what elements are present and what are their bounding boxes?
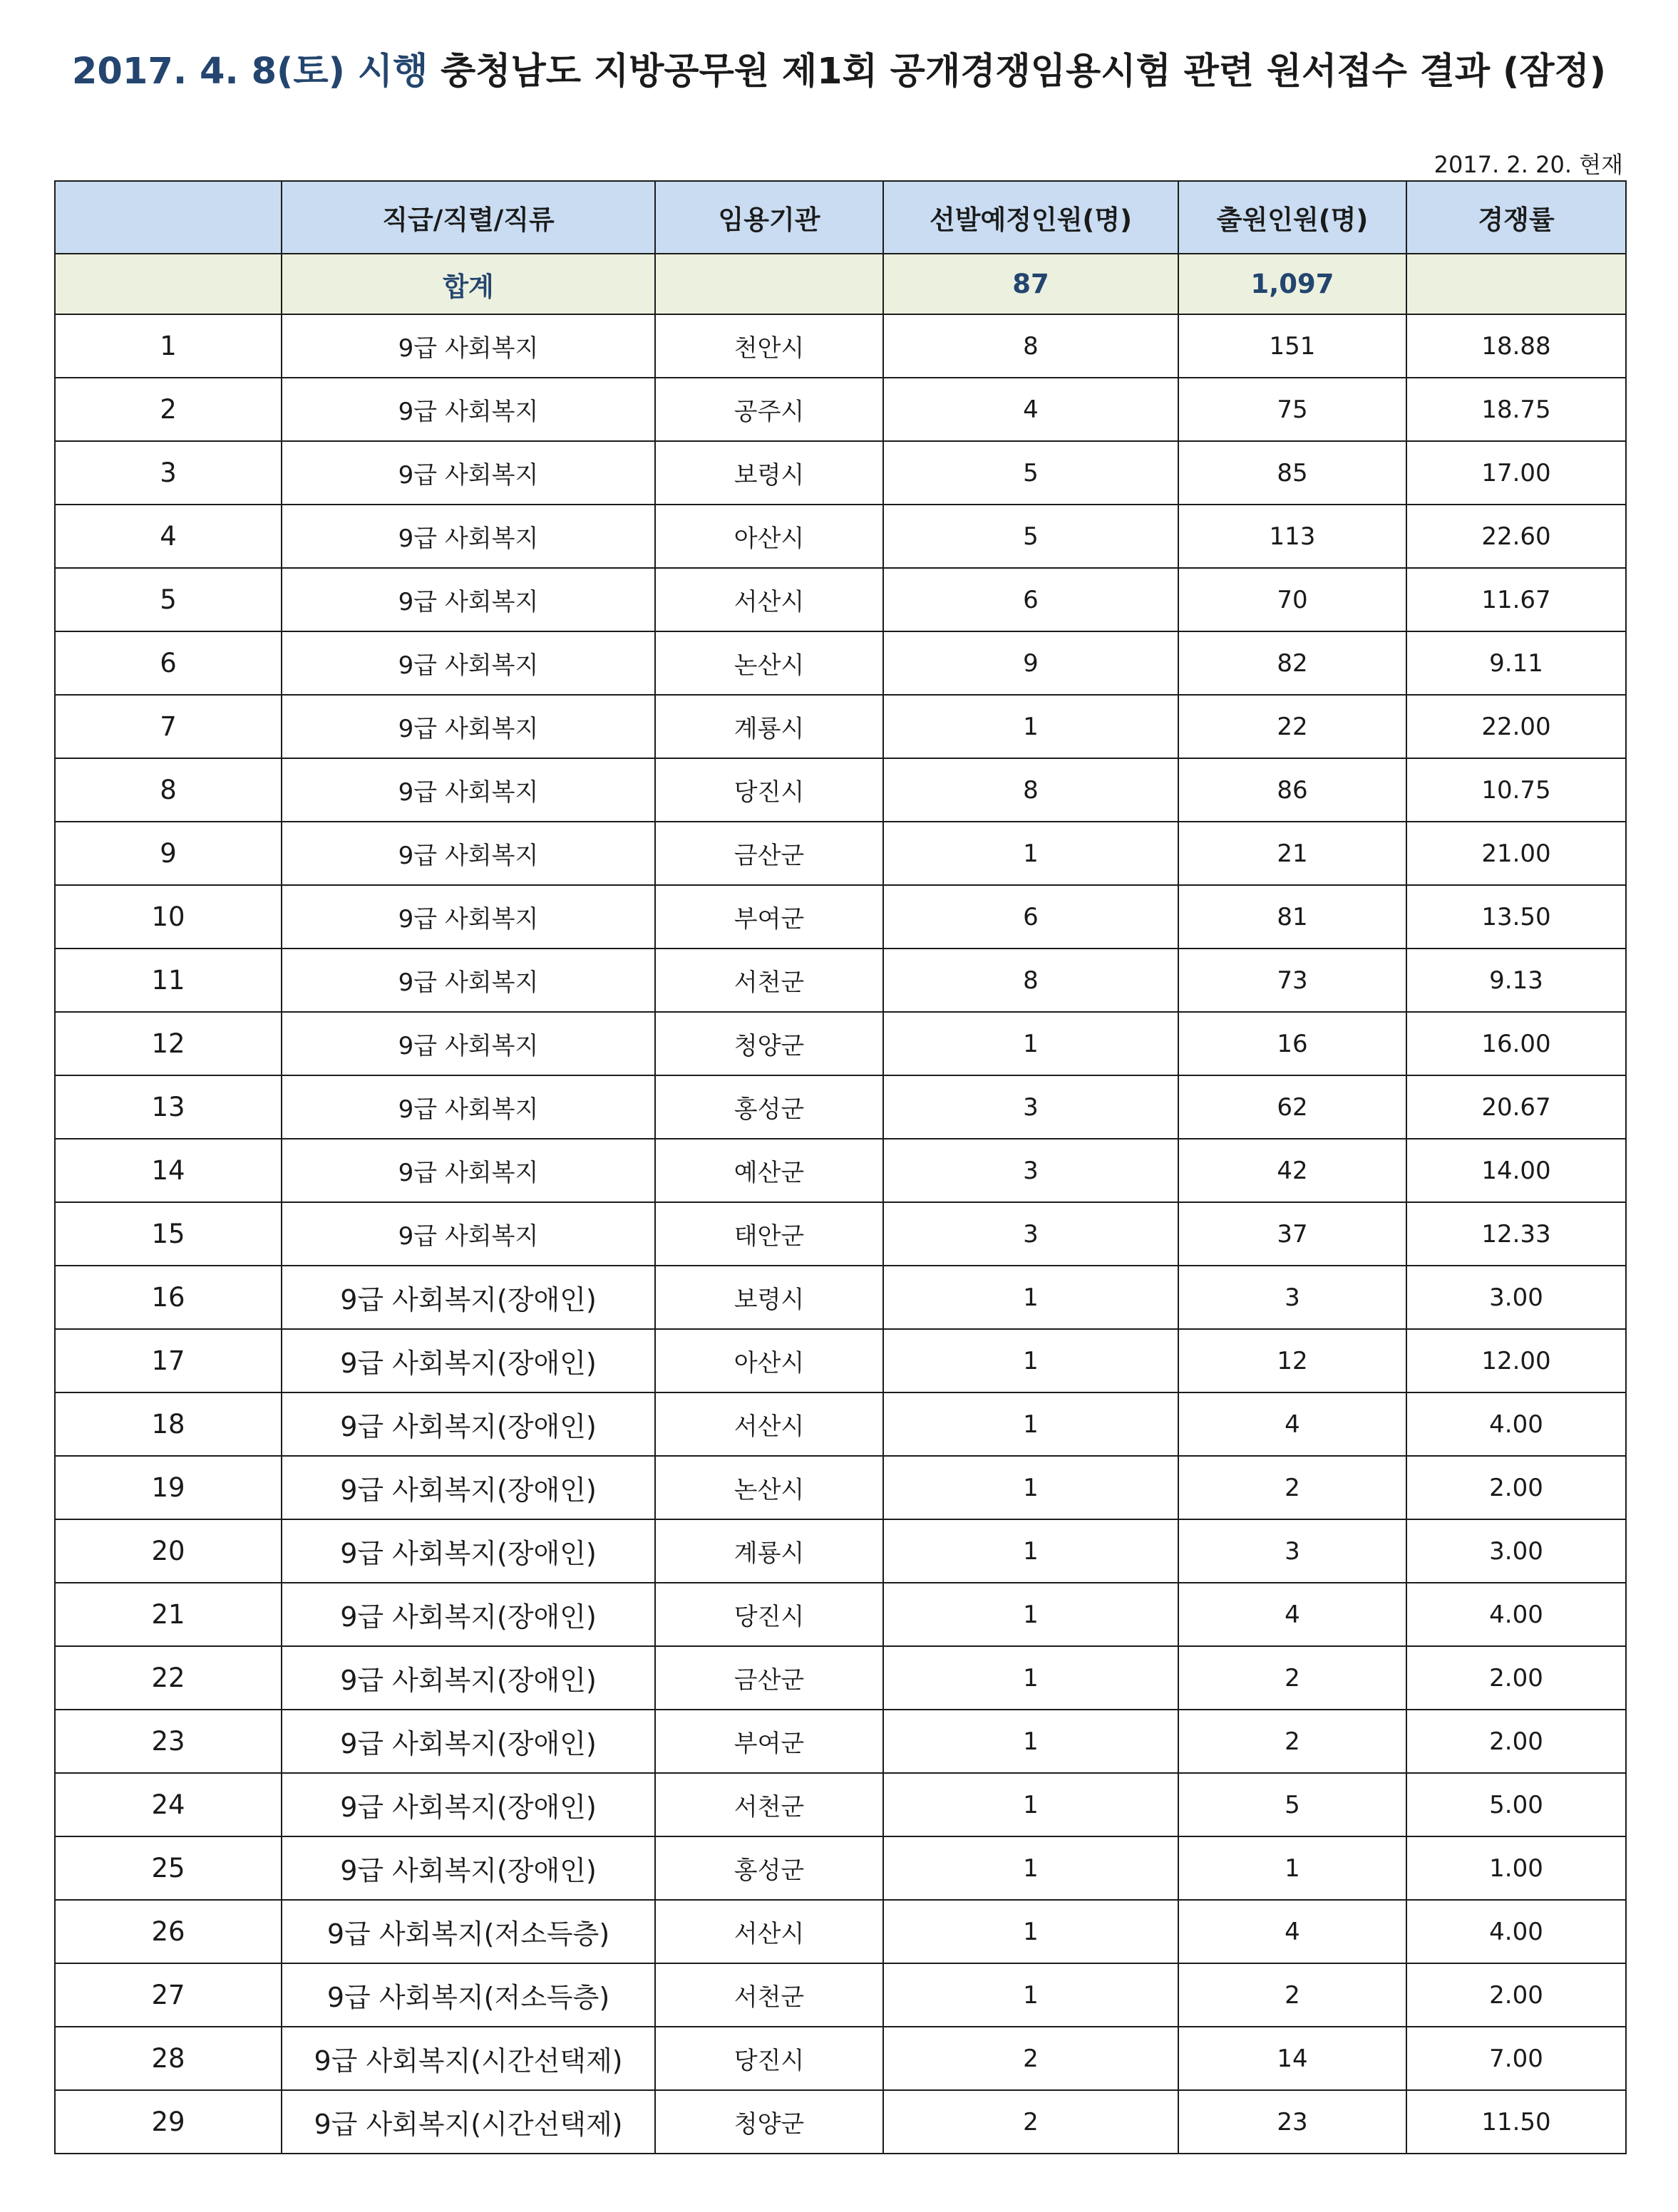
row-agency: 공주시 (655, 378, 883, 441)
row-agency: 보령시 (655, 441, 883, 505)
row-applicants: 1 (1178, 1836, 1406, 1900)
row-agency: 아산시 (655, 1329, 883, 1392)
row-position: 9급 사회복지 (282, 695, 655, 758)
total-ratio (1406, 254, 1626, 314)
row-ratio: 2.00 (1406, 1710, 1626, 1773)
row-agency: 당진시 (655, 2027, 883, 2090)
row-applicants: 14 (1178, 2027, 1406, 2090)
row-number: 24 (55, 1773, 282, 1836)
page-title (0, 41, 1678, 94)
row-number: 23 (55, 1710, 282, 1773)
row-applicants: 73 (1178, 949, 1406, 1012)
row-position: 9급 사회복지(장애인) (282, 1266, 655, 1329)
row-planned: 9 (883, 631, 1178, 695)
row-agency: 청양군 (655, 1012, 883, 1075)
row-number: 15 (55, 1202, 282, 1266)
row-position: 9급 사회복지 (282, 885, 655, 949)
row-position: 9급 사회복지 (282, 505, 655, 568)
row-position: 9급 사회복지(장애인) (282, 1456, 655, 1519)
row-position: 9급 사회복지 (282, 949, 655, 1012)
table-row (55, 1583, 1626, 1646)
row-number: 16 (55, 1266, 282, 1329)
row-position: 9급 사회복지 (282, 1075, 655, 1139)
row-ratio: 14.00 (1406, 1139, 1626, 1202)
row-number: 27 (55, 1963, 282, 2027)
row-agency: 서천군 (655, 1773, 883, 1836)
total-planned: 87 (883, 254, 1178, 314)
total-row (55, 254, 1626, 314)
row-ratio: 3.00 (1406, 1266, 1626, 1329)
row-ratio: 3.00 (1406, 1519, 1626, 1583)
row-ratio: 13.50 (1406, 885, 1626, 949)
header-number (55, 181, 282, 254)
title-text: 충청남도 지방공무원 제1회 공개경쟁임용시험 관련 원서접수 결과 (잠정) (441, 51, 1607, 93)
application-results-table (54, 180, 1627, 2154)
row-number: 17 (55, 1329, 282, 1392)
table-row (55, 568, 1626, 631)
row-ratio: 2.00 (1406, 1963, 1626, 2027)
row-planned: 1 (883, 1646, 1178, 1710)
row-planned: 8 (883, 949, 1178, 1012)
row-number: 28 (55, 2027, 282, 2090)
row-position: 9급 사회복지(장애인) (282, 1583, 655, 1646)
row-ratio: 22.00 (1406, 695, 1626, 758)
table-row (55, 1646, 1626, 1710)
row-agency: 서천군 (655, 949, 883, 1012)
row-position: 9급 사회복지(장애인) (282, 1646, 655, 1710)
row-planned: 1 (883, 1710, 1178, 1773)
row-ratio: 9.11 (1406, 631, 1626, 695)
row-ratio: 11.50 (1406, 2090, 1626, 2154)
exam-date: 2017. 4. 8(토) 시행 (71, 51, 428, 93)
table-body (55, 254, 1626, 2154)
row-planned: 1 (883, 1266, 1178, 1329)
row-planned: 3 (883, 1139, 1178, 1202)
row-agency: 서산시 (655, 1900, 883, 1963)
table-row (55, 1773, 1626, 1836)
row-planned: 6 (883, 568, 1178, 631)
row-position: 9급 사회복지 (282, 378, 655, 441)
row-number: 9 (55, 822, 282, 885)
row-number: 10 (55, 885, 282, 949)
row-position: 9급 사회복지(장애인) (282, 1329, 655, 1392)
row-position: 9급 사회복지 (282, 568, 655, 631)
row-ratio: 18.88 (1406, 314, 1626, 378)
row-planned: 1 (883, 1329, 1178, 1392)
row-agency: 청양군 (655, 2090, 883, 2154)
table-row (55, 1139, 1626, 1202)
row-applicants: 85 (1178, 441, 1406, 505)
row-number: 13 (55, 1075, 282, 1139)
row-ratio: 21.00 (1406, 822, 1626, 885)
row-planned: 8 (883, 758, 1178, 822)
row-ratio: 2.00 (1406, 1456, 1626, 1519)
row-number: 18 (55, 1392, 282, 1456)
table-row (55, 695, 1626, 758)
row-planned: 4 (883, 378, 1178, 441)
row-planned: 1 (883, 1519, 1178, 1583)
row-applicants: 70 (1178, 568, 1406, 631)
row-planned: 1 (883, 1963, 1178, 2027)
row-agency: 예산군 (655, 1139, 883, 1202)
row-ratio: 12.00 (1406, 1329, 1626, 1392)
row-position: 9급 사회복지 (282, 631, 655, 695)
table-row (55, 1710, 1626, 1773)
table-row (55, 758, 1626, 822)
header-row (55, 181, 1626, 254)
table-row (55, 441, 1626, 505)
header-ratio: 경쟁률 (1406, 181, 1626, 254)
row-planned: 1 (883, 1773, 1178, 1836)
row-position: 9급 사회복지 (282, 1012, 655, 1075)
row-agency: 보령시 (655, 1266, 883, 1329)
header-agency: 임용기관 (655, 181, 883, 254)
row-number: 2 (55, 378, 282, 441)
row-ratio: 7.00 (1406, 2027, 1626, 2090)
row-position: 9급 사회복지(장애인) (282, 1836, 655, 1900)
row-agency: 태안군 (655, 1202, 883, 1266)
table-row (55, 378, 1626, 441)
row-number: 11 (55, 949, 282, 1012)
row-applicants: 82 (1178, 631, 1406, 695)
row-applicants: 3 (1178, 1519, 1406, 1583)
table-row (55, 1900, 1626, 1963)
row-applicants: 16 (1178, 1012, 1406, 1075)
row-position: 9급 사회복지(장애인) (282, 1519, 655, 1583)
table-row (55, 1963, 1626, 2027)
row-planned: 8 (883, 314, 1178, 378)
row-planned: 1 (883, 1012, 1178, 1075)
row-applicants: 4 (1178, 1900, 1406, 1963)
row-applicants: 2 (1178, 1456, 1406, 1519)
row-agency: 금산군 (655, 1646, 883, 1710)
row-position: 9급 사회복지(시간선택제) (282, 2027, 655, 2090)
row-planned: 1 (883, 1392, 1178, 1456)
header-applicants: 출원인원(명) (1178, 181, 1406, 254)
row-number: 3 (55, 441, 282, 505)
row-ratio: 12.33 (1406, 1202, 1626, 1266)
row-planned: 3 (883, 1075, 1178, 1139)
row-agency: 당진시 (655, 758, 883, 822)
row-agency: 서천군 (655, 1963, 883, 2027)
table-row (55, 505, 1626, 568)
row-agency: 계룡시 (655, 695, 883, 758)
row-applicants: 4 (1178, 1583, 1406, 1646)
row-applicants: 81 (1178, 885, 1406, 949)
row-applicants: 113 (1178, 505, 1406, 568)
row-ratio: 17.00 (1406, 441, 1626, 505)
row-number: 19 (55, 1456, 282, 1519)
table-row (55, 1456, 1626, 1519)
row-planned: 6 (883, 885, 1178, 949)
row-agency: 금산군 (655, 822, 883, 885)
row-planned: 2 (883, 2090, 1178, 2154)
row-number: 14 (55, 1139, 282, 1202)
as-of-date: 2017. 2. 20. 현재 (1433, 151, 1623, 178)
table-row (55, 1075, 1626, 1139)
header-position: 직급/직렬/직류 (282, 181, 655, 254)
row-ratio: 16.00 (1406, 1012, 1626, 1075)
row-number: 25 (55, 1836, 282, 1900)
row-position: 9급 사회복지 (282, 1202, 655, 1266)
row-number: 26 (55, 1900, 282, 1963)
row-number: 7 (55, 695, 282, 758)
total-number (55, 254, 282, 314)
row-position: 9급 사회복지 (282, 1139, 655, 1202)
row-position: 9급 사회복지 (282, 758, 655, 822)
row-agency: 부여군 (655, 885, 883, 949)
table-row (55, 949, 1626, 1012)
row-number: 5 (55, 568, 282, 631)
row-ratio: 5.00 (1406, 1773, 1626, 1836)
row-applicants: 2 (1178, 1646, 1406, 1710)
row-number: 8 (55, 758, 282, 822)
row-applicants: 4 (1178, 1392, 1406, 1456)
row-applicants: 12 (1178, 1329, 1406, 1392)
row-ratio: 2.00 (1406, 1646, 1626, 1710)
row-position: 9급 사회복지(장애인) (282, 1710, 655, 1773)
row-planned: 1 (883, 1456, 1178, 1519)
row-agency: 부여군 (655, 1710, 883, 1773)
row-applicants: 2 (1178, 1963, 1406, 2027)
row-position: 9급 사회복지 (282, 314, 655, 378)
header-planned: 선발예정인원(명) (883, 181, 1178, 254)
row-agency: 계룡시 (655, 1519, 883, 1583)
table-row (55, 2090, 1626, 2154)
row-applicants: 42 (1178, 1139, 1406, 1202)
row-applicants: 21 (1178, 822, 1406, 885)
row-ratio: 22.60 (1406, 505, 1626, 568)
row-ratio: 20.67 (1406, 1075, 1626, 1139)
row-ratio: 1.00 (1406, 1836, 1626, 1900)
row-applicants: 3 (1178, 1266, 1406, 1329)
row-ratio: 9.13 (1406, 949, 1626, 1012)
row-planned: 1 (883, 1836, 1178, 1900)
row-number: 1 (55, 314, 282, 378)
row-position: 9급 사회복지(시간선택제) (282, 2090, 655, 2154)
table-row (55, 1202, 1626, 1266)
row-agency: 당진시 (655, 1583, 883, 1646)
row-position: 9급 사회복지(장애인) (282, 1392, 655, 1456)
row-planned: 1 (883, 1583, 1178, 1646)
row-applicants: 22 (1178, 695, 1406, 758)
row-number: 20 (55, 1519, 282, 1583)
table-row (55, 822, 1626, 885)
row-agency: 홍성군 (655, 1075, 883, 1139)
row-ratio: 10.75 (1406, 758, 1626, 822)
row-number: 12 (55, 1012, 282, 1075)
row-applicants: 86 (1178, 758, 1406, 822)
row-agency: 서산시 (655, 568, 883, 631)
row-number: 6 (55, 631, 282, 695)
row-applicants: 2 (1178, 1710, 1406, 1773)
row-planned: 2 (883, 2027, 1178, 2090)
row-ratio: 18.75 (1406, 378, 1626, 441)
row-applicants: 23 (1178, 2090, 1406, 2154)
table-row (55, 1266, 1626, 1329)
row-planned: 1 (883, 1900, 1178, 1963)
row-number: 22 (55, 1646, 282, 1710)
table-row (55, 885, 1626, 949)
row-applicants: 151 (1178, 314, 1406, 378)
row-planned: 5 (883, 441, 1178, 505)
row-position: 9급 사회복지 (282, 441, 655, 505)
table-row (55, 314, 1626, 378)
row-ratio: 4.00 (1406, 1392, 1626, 1456)
row-position: 9급 사회복지(저소득층) (282, 1900, 655, 1963)
row-applicants: 62 (1178, 1075, 1406, 1139)
row-position: 9급 사회복지 (282, 822, 655, 885)
total-applicants: 1,097 (1178, 254, 1406, 314)
row-applicants: 37 (1178, 1202, 1406, 1266)
table-row (55, 1329, 1626, 1392)
row-number: 21 (55, 1583, 282, 1646)
row-agency: 논산시 (655, 631, 883, 695)
table-row (55, 1519, 1626, 1583)
table-row (55, 1392, 1626, 1456)
row-agency: 천안시 (655, 314, 883, 378)
row-applicants: 5 (1178, 1773, 1406, 1836)
table-row (55, 1012, 1626, 1075)
row-agency: 홍성군 (655, 1836, 883, 1900)
row-ratio: 11.67 (1406, 568, 1626, 631)
row-applicants: 75 (1178, 378, 1406, 441)
total-label: 합계 (282, 254, 655, 314)
table-row (55, 631, 1626, 695)
row-number: 4 (55, 505, 282, 568)
row-planned: 3 (883, 1202, 1178, 1266)
table-row (55, 2027, 1626, 2090)
row-position: 9급 사회복지(저소득층) (282, 1963, 655, 2027)
row-planned: 1 (883, 695, 1178, 758)
total-agency (655, 254, 883, 314)
row-number: 29 (55, 2090, 282, 2154)
row-agency: 아산시 (655, 505, 883, 568)
table-row (55, 1836, 1626, 1900)
row-planned: 5 (883, 505, 1178, 568)
row-agency: 서산시 (655, 1392, 883, 1456)
row-agency: 논산시 (655, 1456, 883, 1519)
row-ratio: 4.00 (1406, 1583, 1626, 1646)
row-ratio: 4.00 (1406, 1900, 1626, 1963)
row-planned: 1 (883, 822, 1178, 885)
row-position: 9급 사회복지(장애인) (282, 1773, 655, 1836)
